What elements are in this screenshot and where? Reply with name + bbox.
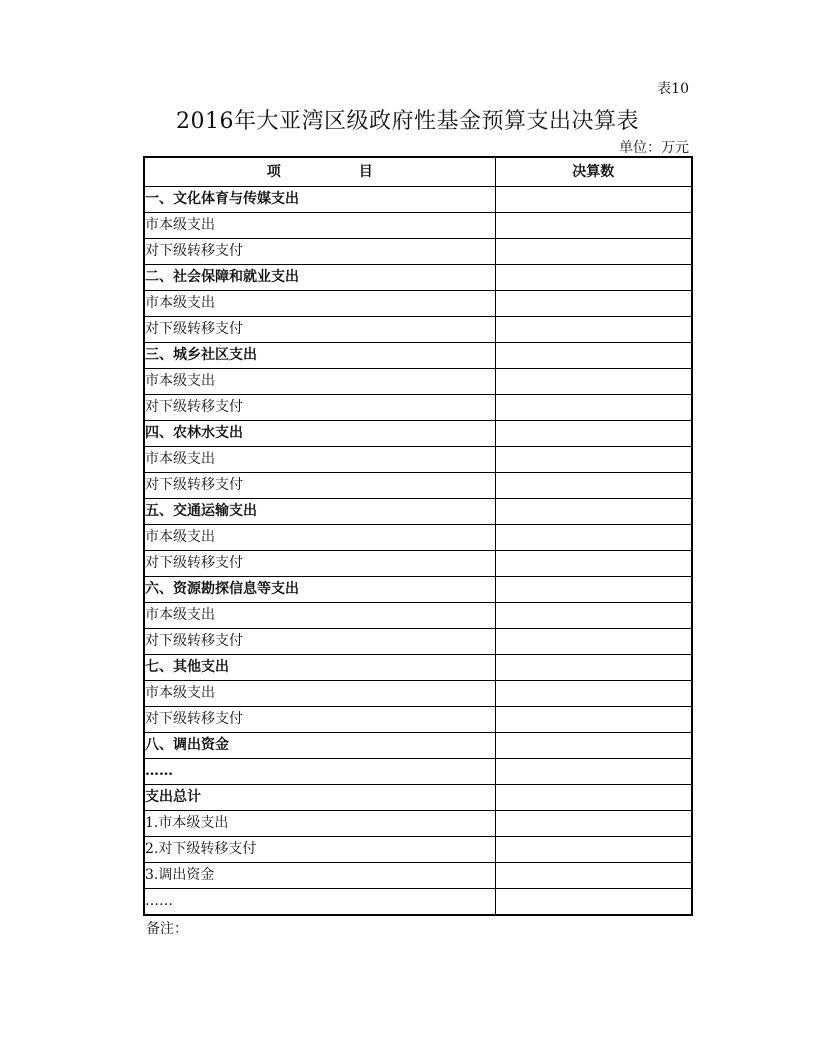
value-cell	[495, 447, 692, 473]
item-label: ……	[144, 759, 495, 785]
value-cell	[495, 603, 692, 629]
item-label: 对下级转移支付	[144, 473, 495, 499]
category-label: 五、交通运输支出	[144, 499, 495, 525]
value-cell	[495, 421, 692, 447]
budget-table	[143, 156, 693, 916]
table-row	[144, 473, 692, 499]
value-cell	[495, 811, 692, 837]
item-label: 对下级转移支付	[144, 629, 495, 655]
note-label: 备注：	[146, 921, 188, 937]
category-label: 四、农林水支出	[144, 421, 495, 447]
item-label: 1.市本级支出	[144, 811, 495, 837]
table-row	[144, 681, 692, 707]
table-row	[144, 759, 692, 785]
value-cell	[495, 473, 692, 499]
table-row	[144, 551, 692, 577]
value-cell	[495, 577, 692, 603]
value-cell	[495, 707, 692, 733]
value-cell	[495, 317, 692, 343]
value-cell	[495, 863, 692, 889]
item-label: 对下级转移支付	[144, 395, 495, 421]
table-row	[144, 343, 692, 369]
budget-table-body	[144, 187, 692, 916]
value-cell	[495, 785, 692, 811]
category-label: 八、调出资金	[144, 733, 495, 759]
value-cell	[495, 291, 692, 317]
unit-label: 单位：万元	[619, 140, 689, 156]
category-label: 六、资源勘探信息等支出	[144, 577, 495, 603]
value-cell	[495, 343, 692, 369]
table-row	[144, 811, 692, 837]
value-cell	[495, 551, 692, 577]
table-row	[144, 733, 692, 759]
header-item	[144, 157, 495, 187]
item-label: 市本级支出	[144, 369, 495, 395]
item-label: 2.对下级转移支付	[144, 837, 495, 863]
table-row	[144, 187, 692, 213]
value-cell	[495, 733, 692, 759]
document-title: 2016年大亚湾区级政府性基金预算支出决算表	[176, 109, 639, 134]
table-row	[144, 525, 692, 551]
table-number: 表10	[657, 81, 689, 97]
item-label: 市本级支出	[144, 681, 495, 707]
table-row	[144, 707, 692, 733]
table-row	[144, 629, 692, 655]
value-cell	[495, 759, 692, 785]
item-label: 对下级转移支付	[144, 317, 495, 343]
value-cell	[495, 837, 692, 863]
item-label: 市本级支出	[144, 291, 495, 317]
category-label: 一、文化体育与传媒支出	[144, 187, 495, 213]
item-label: ……	[144, 889, 495, 916]
table-row	[144, 369, 692, 395]
item-label: 对下级转移支付	[144, 707, 495, 733]
category-label: 三、城乡社区支出	[144, 343, 495, 369]
category-label: 支出总计	[144, 785, 495, 811]
value-cell	[495, 499, 692, 525]
value-cell	[495, 265, 692, 291]
header-item-left: 项	[266, 164, 281, 180]
value-cell	[495, 369, 692, 395]
table-row	[144, 785, 692, 811]
table-row	[144, 447, 692, 473]
value-cell	[495, 239, 692, 265]
table-row	[144, 213, 692, 239]
value-cell	[495, 655, 692, 681]
table-row	[144, 265, 692, 291]
item-label: 市本级支出	[144, 213, 495, 239]
item-label: 市本级支出	[144, 525, 495, 551]
value-cell	[495, 629, 692, 655]
category-label: 二、社会保障和就业支出	[144, 265, 495, 291]
value-cell	[495, 681, 692, 707]
item-label: 对下级转移支付	[144, 551, 495, 577]
item-label: 市本级支出	[144, 603, 495, 629]
table-row	[144, 863, 692, 889]
item-label: 对下级转移支付	[144, 239, 495, 265]
item-label: 3.调出资金	[144, 863, 495, 889]
header-row	[144, 157, 692, 187]
table-row	[144, 603, 692, 629]
table-row	[144, 499, 692, 525]
value-cell	[495, 395, 692, 421]
value-cell	[495, 187, 692, 213]
table-row	[144, 889, 692, 916]
table-row	[144, 239, 692, 265]
table-row	[144, 291, 692, 317]
category-label: 七、其他支出	[144, 655, 495, 681]
value-cell	[495, 889, 692, 916]
value-cell	[495, 213, 692, 239]
table-row	[144, 655, 692, 681]
item-label: 市本级支出	[144, 447, 495, 473]
header-value: 决算数	[495, 157, 692, 187]
table-row	[144, 317, 692, 343]
table-row	[144, 837, 692, 863]
table-row	[144, 421, 692, 447]
table-row	[144, 395, 692, 421]
header-item-right: 目	[358, 164, 373, 180]
value-cell	[495, 525, 692, 551]
table-row	[144, 577, 692, 603]
